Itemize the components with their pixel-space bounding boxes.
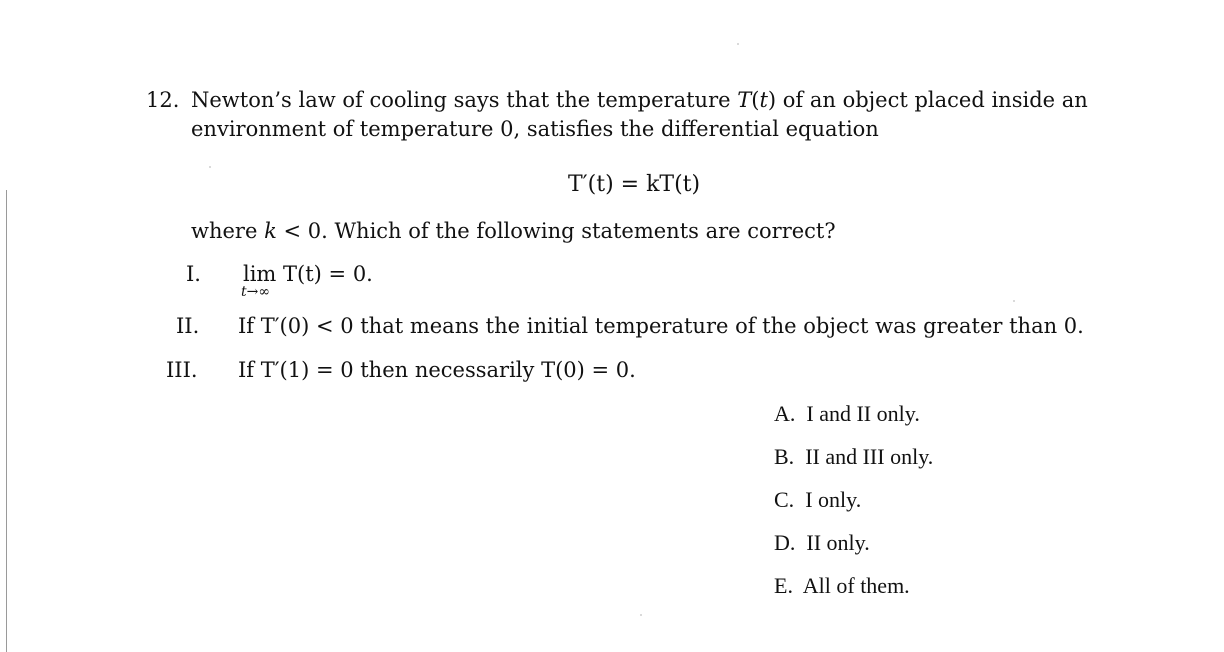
scan-edge-line <box>6 190 7 652</box>
choice-c[interactable] <box>774 487 861 513</box>
statement-numeral: III. <box>166 358 198 382</box>
choice-b[interactable] <box>774 444 933 470</box>
choice-text: II and III only. <box>805 444 934 469</box>
question-line-1: Newton’s law of cooling says that the temperature T(t) of an object placed inside an <box>191 88 1088 112</box>
choice-letter: E. <box>774 573 793 598</box>
choice-letter: A. <box>774 401 796 426</box>
question-line-2: environment of temperature 0, satisfies the differential equation <box>191 117 879 141</box>
scan-speck <box>640 614 642 616</box>
choice-a[interactable] <box>774 401 920 427</box>
choice-d[interactable] <box>774 530 870 556</box>
choice-text: I only. <box>805 487 862 512</box>
choice-letter: B. <box>774 444 795 469</box>
question-prompt: where k < 0. Which of the following statements are correct? <box>191 219 836 243</box>
statement-3: If T′(1) = 0 then necessarily T(0) = 0. <box>238 358 636 382</box>
limit-operator: lim t→∞ <box>241 262 277 300</box>
differential-equation: T′(t) = kT(t) <box>568 172 701 197</box>
scan-speck <box>737 43 739 45</box>
statement-1: lim t→∞ T(t) = 0. <box>241 262 373 300</box>
statement-numeral: I. <box>186 262 201 286</box>
scan-speck <box>209 166 211 168</box>
choice-text: All of them. <box>802 573 910 598</box>
statement-numeral: II. <box>176 314 200 338</box>
choice-text: II only. <box>806 530 870 555</box>
statement-2: If T′(0) < 0 that means the initial temperature of the object was greater than 0. <box>238 314 1084 338</box>
choice-e[interactable] <box>774 573 910 599</box>
choice-letter: D. <box>774 530 796 555</box>
choice-letter: C. <box>774 487 795 512</box>
scan-speck <box>1013 300 1015 302</box>
limit-subscript: t→∞ <box>241 284 271 300</box>
choice-text: I and II only. <box>806 401 920 426</box>
question-number: 12. <box>146 88 180 112</box>
